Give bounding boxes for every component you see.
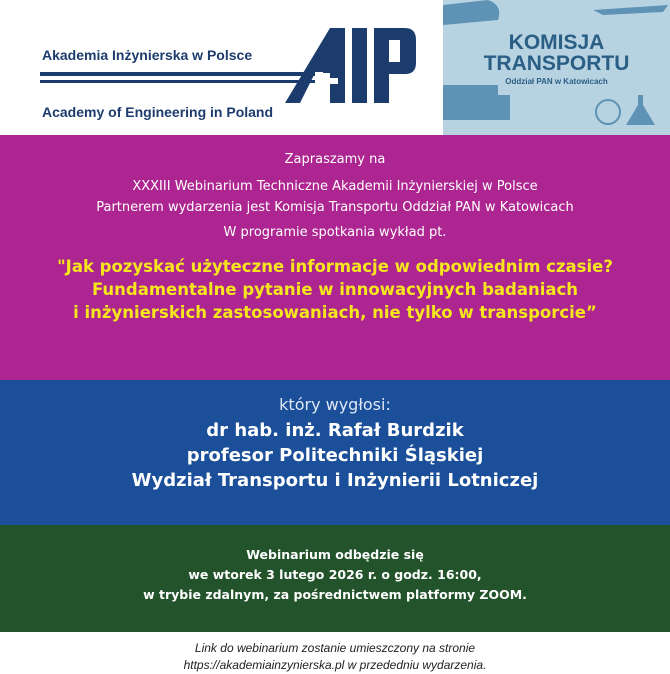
intro-section bbox=[0, 135, 670, 380]
header bbox=[0, 0, 670, 135]
speaker-position: profesor Politechniki Śląskiej bbox=[186, 445, 484, 466]
komisja-transportu-logo bbox=[443, 0, 670, 135]
footer bbox=[0, 632, 670, 670]
aip-logo bbox=[40, 28, 420, 120]
program-text: W programie spotkania wykład pt. bbox=[223, 225, 447, 240]
footer-text: Link do webinarium zostanie umieszczony na stronie bbox=[194, 641, 476, 655]
webinar-name: XXXIII Webinarium Techniczne Akademii Inżynierskiej w Polsce bbox=[132, 179, 538, 194]
aip-name-pl: Akademia Inżynierska w Polsce bbox=[42, 47, 253, 63]
speaker-details bbox=[0, 418, 670, 493]
aip-logo-graphic bbox=[40, 28, 420, 108]
speaker-faculty: Wydział Transportu i Inżynierii Lotniczej bbox=[131, 470, 539, 491]
aip-name-en: Academy of Engineering in Poland bbox=[42, 104, 274, 120]
partner-text: Partnerem wydarzenia jest Komisja Transportu Oddział PAN w Katowicach bbox=[96, 200, 574, 215]
intro-text: Zapraszamy na bbox=[284, 152, 386, 167]
speaker-name: dr hab. inż. Rafał Burdzik bbox=[206, 420, 464, 441]
event-details: Webinarium odbędzie się we wtorek 3 lutego 2026 r. o godz. 16:00, w trybie zdalnym, za pośrednictwem platformy ZOOM. bbox=[143, 547, 527, 602]
speaker-intro: który wygłosi: bbox=[279, 395, 391, 414]
event-section bbox=[0, 525, 670, 632]
speaker-section bbox=[0, 380, 670, 525]
lecture-title: "Jak pozyskać użyteczne informacje w odpowiednim czasie? Fundamentalne pytanie w innowacyjnych badaniach i inżynierskich zastosowaniach, nie tylko w transporcie” bbox=[57, 257, 613, 322]
komisja-title: KOMISJA TRANSPORTU bbox=[483, 31, 630, 75]
komisja-subtitle: Oddział PAN w Katowicach bbox=[505, 77, 608, 86]
footer-link[interactable]: https://akademiainzynierska.pl w przededniu wydarzenia. bbox=[183, 658, 487, 672]
